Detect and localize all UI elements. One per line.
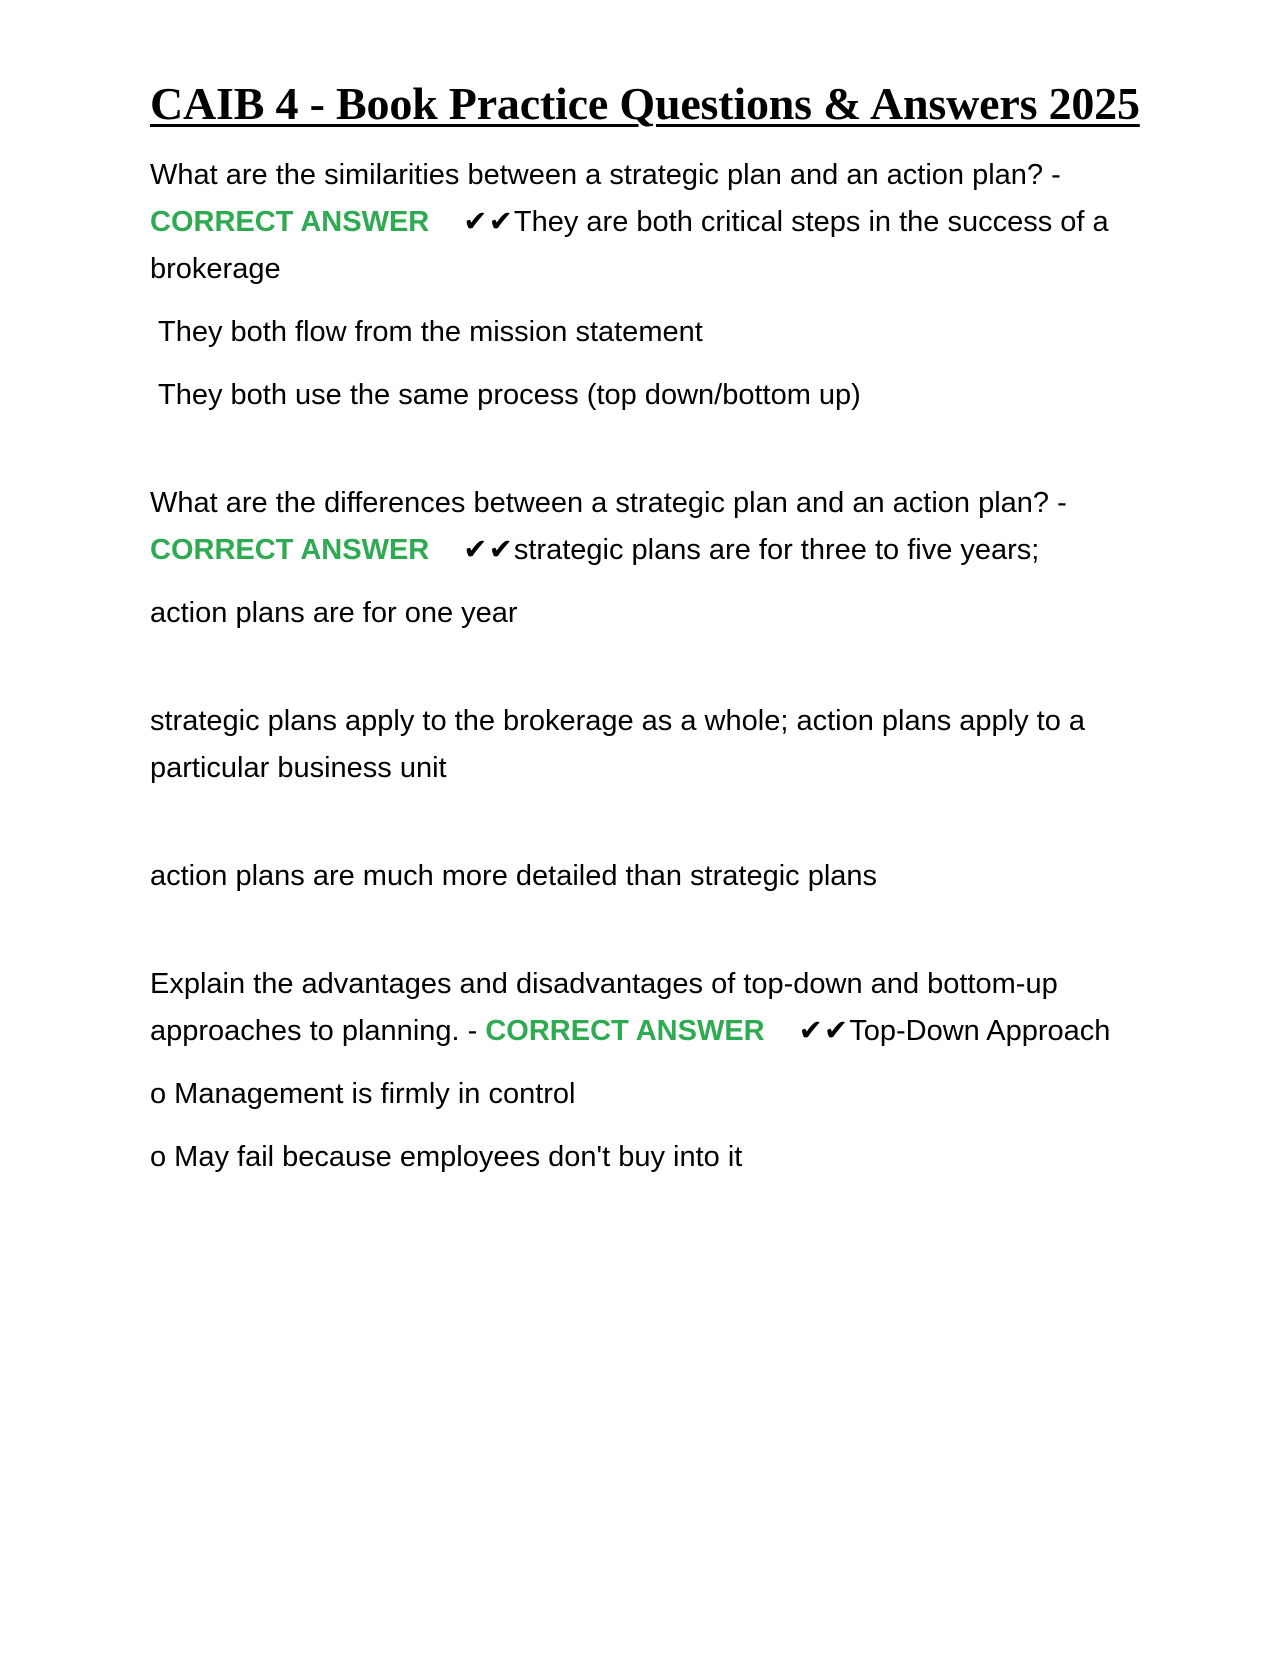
checkmarks-icon: ✔✔	[798, 1015, 850, 1047]
question-text: What are the differences between a strategic plan and an action plan? - CORRECT ANSWER ✔✔strategic plans are for three to five years;	[150, 480, 1140, 574]
answer-line: o May fail because employees don't buy into it	[150, 1141, 743, 1173]
checkmarks-icon: ✔✔	[463, 534, 514, 566]
answer-line: They both flow from the mission statement	[158, 316, 703, 348]
answer-text: They are both critical steps in the success of a brokerage	[150, 206, 1109, 285]
answer-line: strategic plans apply to the brokerage as a whole; action plans apply to a particular business unit	[150, 705, 1086, 784]
correct-answer-label: CORRECT ANSWER	[150, 206, 430, 238]
correct-answer-label: CORRECT ANSWER	[485, 1015, 765, 1047]
answer-line: o Management is firmly in control	[150, 1078, 576, 1110]
question-text: What are the similarities between a strategic plan and an action plan? - CORRECT ANSWER ✔✔They are both critical steps in the success of a brokerage	[150, 159, 1109, 285]
correct-answer-label: CORRECT ANSWER	[150, 534, 430, 566]
answer-text: strategic plans are for three to five years;	[513, 534, 1040, 566]
question-text: Explain the advantages and disadvantages of top-down and bottom-up approaches to planning. - CORRECT ANSWER ✔✔Top-Down Approach	[150, 961, 1140, 1055]
answer-line: They both use the same process (top down/bottom up)	[158, 379, 861, 411]
answer-line: action plans are much more detailed than strategic plans	[150, 860, 878, 892]
qa-item-2	[150, 480, 1140, 900]
document-title: CAIB 4 - Book Practice Questions & Answers 2025	[150, 78, 1140, 129]
checkmarks-icon: ✔✔	[463, 206, 514, 238]
answer-text: Top-Down Approach	[849, 1015, 1111, 1047]
answer-line: action plans are for one year	[150, 597, 518, 629]
qa-item-3	[150, 961, 1140, 1181]
qa-item-1	[150, 152, 1140, 419]
document-page	[150, 0, 1140, 1181]
